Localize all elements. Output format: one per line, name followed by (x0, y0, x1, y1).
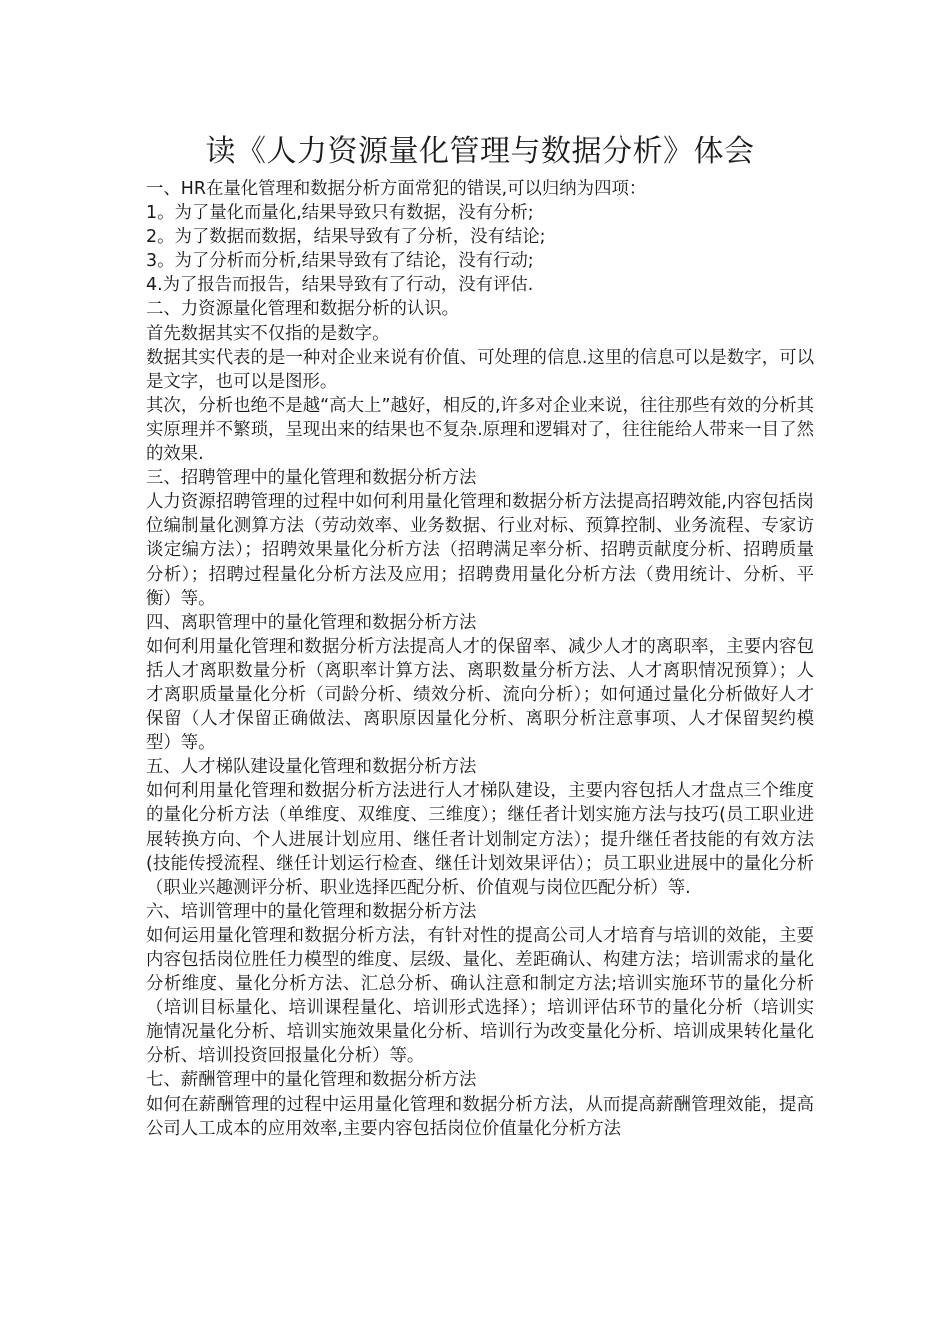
document-body (146, 177, 814, 1141)
paragraph: 如何利用量化管理和数据分析方法进行人才梯队建设，主要内容包括人才盘点三个维度的量化分析方法（单维度、双维度、三维度）；继任者计划实施方法与技巧(员工职业进展转换方向、个人进展计划应用、继任者计划制定方法）；提升继任者技能的有效方法(技能传授流程、继任计划运行检查、继任计划效果评估）；员工职业进展中的量化分析（职业兴趣测评分析、职业选择匹配分析、价值观与岗位匹配分析）等. (146, 781, 814, 898)
paragraph: 如何运用量化管理和数据分析方法，有针对性的提高公司人才培育与培训的效能，主要内容包括岗位胜任力模型的维度、层级、量化、差距确认、构建方法；培训需求的量化分析维度、量化分析方法、汇总分析、确认注意和制定方法;培训实施环节的量化分析（培训目标量化、培训课程量化、培训形式选择）；培训评估环节的量化分析（培训实施情况量化分析、培训实施效果量化分析、培训行为改变量化分析、培训成果转化量化分析、培训投资回报量化分析）等。 (146, 925, 814, 1067)
paragraph: 一、HR在量化管理和数据分析方面常犯的错误,可以归纳为四项： (146, 179, 647, 199)
section-heading: 五、人才梯队建设量化管理和数据分析方法 (146, 757, 477, 778)
paragraph: 如何在薪酬管理的过程中运用量化管理和数据分析方法，从而提高薪酬管理效能，提高公司人工成本的应用效率,主要内容包括岗位价值量化分析方法 (146, 1094, 814, 1139)
section-heading: 二、力资源量化管理和数据分析的认识。 (146, 299, 460, 320)
document-title: 读《人力资源量化管理与数据分析》体会 (205, 134, 755, 169)
paragraph: 其次，分析也绝不是越“高大上”越好，相反的,许多对企业来说，往往那些有效的分析其实原理并不繁琐，呈现出来的结果也不复杂.原理和逻辑对了，往往能给人带来一目了然的效果. (146, 395, 814, 465)
document-page (146, 130, 814, 1141)
paragraph: 人力资源招聘管理的过程中如何利用量化管理和数据分析方法提高招聘效能,内容包括岗位编制量化测算方法（劳动效率、业务数据、行业对标、预算控制、业务流程、专家访谈定编方法）；招聘效果量化分析方法（招聘满足率分析、招聘贡献度分析、招聘质量分析）；招聘过程量化分析方法及应用；招聘费用量化分析方法（费用统计、分析、平衡）等。 (146, 492, 814, 609)
paragraph: 数据其实代表的是一种对企业来说有价值、可处理的信息.这里的信息可以是数字，可以是文字，也可以是图形。 (146, 347, 814, 392)
paragraph: 1。为了量化而量化,结果导致只有数据，没有分析; (146, 203, 534, 224)
paragraph: 首先数据其实不仅指的是数字。 (146, 323, 390, 344)
section-heading: 六、培训管理中的量化管理和数据分析方法 (146, 901, 477, 922)
paragraph: 如何利用量化管理和数据分析方法提高人才的保留率、减少人才的离职率，主要内容包括人才离职数量分析（离职率计算方法、离职数量分析方法、人才离职情况预算）；人才离职质量量化分析（司龄分析、绩效分析、流向分析）；如何通过量化分析做好人才保留（人才保留正确做法、离职原因量化分析、离职分析注意事项、人才保留契约模型）等。 (146, 636, 814, 754)
section-heading: 三、招聘管理中的量化管理和数据分析方法 (146, 468, 477, 489)
paragraph: 2。为了数据而数据，结果导致有了分析，没有结论; (146, 227, 546, 248)
paragraph: 3。为了分析而分析,结果导致有了结论，没有行动; (146, 251, 534, 272)
paragraph: 4.为了报告而报告，结果导致有了行动，没有评估. (146, 275, 534, 296)
section-heading: 七、薪酬管理中的量化管理和数据分析方法 (146, 1070, 477, 1091)
section-heading: 四、离职管理中的量化管理和数据分析方法 (146, 612, 477, 633)
